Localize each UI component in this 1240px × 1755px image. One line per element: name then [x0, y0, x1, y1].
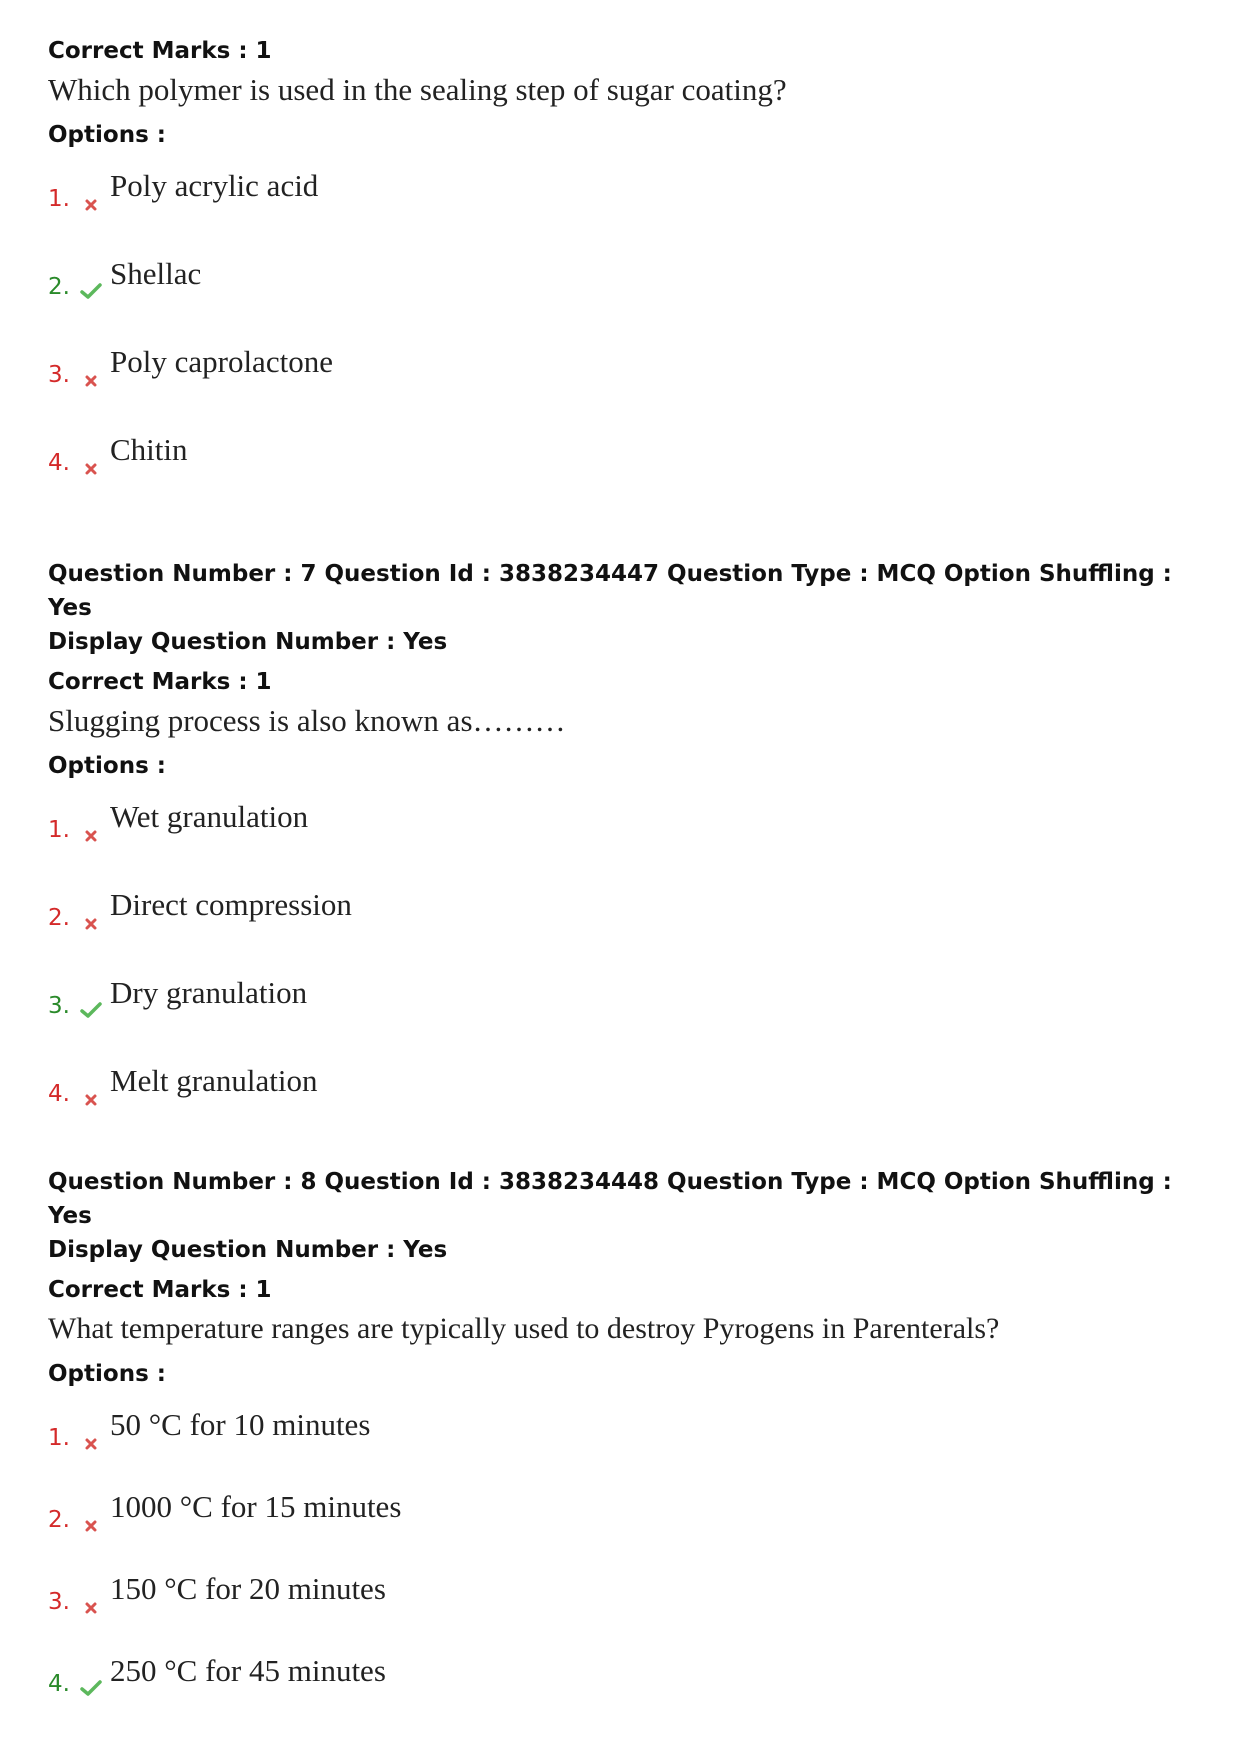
- display-question-number: Display Question Number : Yes: [48, 629, 448, 655]
- correct-marks: Correct Marks : 1: [48, 1277, 272, 1303]
- options-list: [48, 783, 1198, 1107]
- option-4: [48, 1615, 1198, 1697]
- option-text: 50 °C for 10 minutes: [110, 1407, 371, 1442]
- cross-icon: [78, 917, 104, 931]
- display-question-number: Display Question Number : Yes: [48, 1237, 448, 1263]
- option-number: 2.: [48, 274, 70, 300]
- question-6: [48, 34, 1198, 476]
- cross-icon: [78, 1093, 104, 1107]
- option-text: Shellac: [110, 256, 202, 291]
- check-icon: [78, 1001, 104, 1019]
- option-4: [48, 388, 1198, 476]
- option-3: [48, 1533, 1198, 1615]
- options-list: [48, 1391, 1198, 1697]
- options-label: Options :: [48, 753, 166, 779]
- cross-icon: [78, 374, 104, 388]
- option-2: [48, 212, 1198, 300]
- cross-icon: [78, 462, 104, 476]
- option-1: [48, 152, 1198, 212]
- option-text: Poly acrylic acid: [110, 168, 319, 203]
- option-number: 3.: [48, 1589, 70, 1615]
- check-icon: [78, 1679, 104, 1697]
- option-4: [48, 1019, 1198, 1107]
- option-3: [48, 300, 1198, 388]
- option-text: Chitin: [110, 432, 188, 467]
- option-2: [48, 843, 1198, 931]
- option-3: [48, 931, 1198, 1019]
- correct-marks: Correct Marks : 1: [48, 38, 272, 64]
- option-text: 1000 °C for 15 minutes: [110, 1489, 402, 1524]
- option-number: 1.: [48, 1425, 70, 1451]
- cross-icon: [78, 829, 104, 843]
- options-list: [48, 152, 1198, 476]
- option-text: Direct compression: [110, 887, 352, 922]
- option-number: 4.: [48, 450, 70, 476]
- question-7: [48, 557, 1198, 1107]
- question-text: What temperature ranges are typically used to destroy Pyrogens in Parenterals?: [48, 1312, 1000, 1345]
- option-text: Poly caprolactone: [110, 344, 333, 379]
- option-number: 4.: [48, 1671, 70, 1697]
- question-header: Question Number : 8 Question Id : 3838234448 Question Type : MCQ Option Shuffling : Yes: [48, 1169, 1172, 1229]
- option-text: Dry granulation: [110, 975, 308, 1010]
- options-label: Options :: [48, 122, 166, 148]
- cross-icon: [78, 1601, 104, 1615]
- option-text: 250 °C for 45 minutes: [110, 1653, 386, 1688]
- cross-icon: [78, 1519, 104, 1533]
- option-number: 3.: [48, 362, 70, 388]
- option-number: 2.: [48, 905, 70, 931]
- cross-icon: [78, 1437, 104, 1451]
- cross-icon: [78, 198, 104, 212]
- correct-marks: Correct Marks : 1: [48, 669, 272, 695]
- option-1: [48, 783, 1198, 843]
- question-text: Which polymer is used in the sealing step of sugar coating?: [48, 72, 787, 107]
- option-text: Melt granulation: [110, 1063, 318, 1098]
- option-number: 2.: [48, 1507, 70, 1533]
- option-number: 1.: [48, 817, 70, 843]
- option-text: Wet granulation: [110, 799, 309, 834]
- check-icon: [78, 282, 104, 300]
- question-8: [48, 1165, 1198, 1697]
- question-text: Slugging process is also known as………: [48, 703, 566, 738]
- option-number: 4.: [48, 1081, 70, 1107]
- option-number: 3.: [48, 993, 70, 1019]
- option-2: [48, 1451, 1198, 1533]
- question-header: Question Number : 7 Question Id : 3838234447 Question Type : MCQ Option Shuffling : Yes: [48, 561, 1172, 621]
- option-1: [48, 1391, 1198, 1451]
- options-label: Options :: [48, 1361, 166, 1387]
- option-text: 150 °C for 20 minutes: [110, 1571, 386, 1606]
- option-number: 1.: [48, 186, 70, 212]
